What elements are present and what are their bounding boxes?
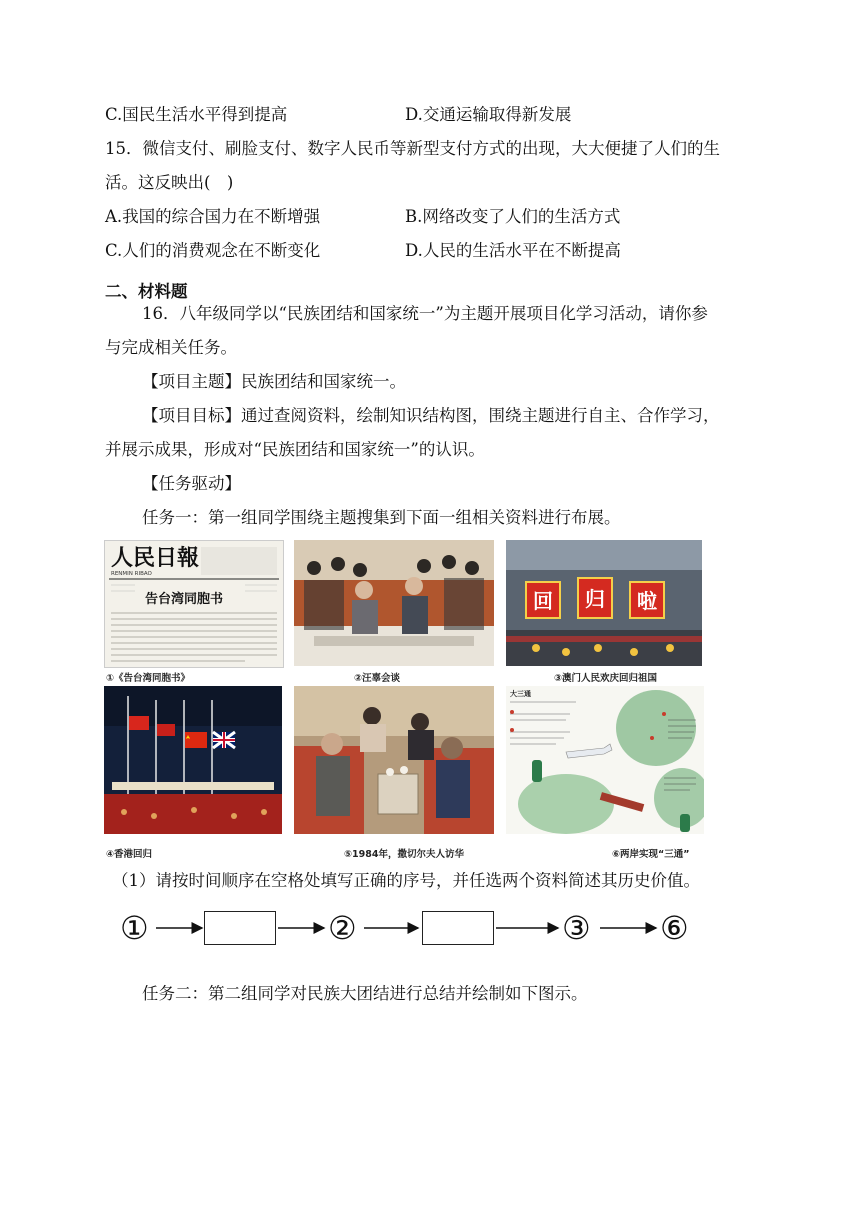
newspaper-illustration: [105, 541, 283, 667]
q16-task1: 任务一：第一组同学围绕主题搜集到下面一组相关资料进行布展。: [142, 508, 621, 527]
caption-3: ③澳门人民欢庆回归祖国: [554, 673, 658, 684]
newspaper-masthead: 人民日報: [111, 545, 200, 571]
caption-4: ④香港回归: [106, 849, 153, 860]
caption-1: ①《告台湾同胞书》: [106, 673, 191, 684]
flow-arrows: [120, 908, 710, 954]
q15-option-c: C.人们的消费观念在不断变化: [105, 241, 321, 260]
newspaper-headline: 告台湾同胞书: [145, 592, 224, 607]
material-gallery: [104, 540, 704, 860]
q16-sub1: （1）请按时间顺序在空格处填写正确的序号，并任选两个资料简述其历史价值。: [112, 871, 700, 890]
photo-newspaper: [104, 540, 284, 668]
q16-task-drive: 【任务驱动】: [142, 474, 241, 493]
photo-three-links-map: [506, 686, 704, 834]
flow-node-3: ③: [562, 909, 591, 947]
timeline-flow: [120, 908, 710, 954]
banner-char-1: 回: [533, 589, 553, 613]
banner-char-2: 归: [585, 587, 605, 611]
q15-option-b: B.网络改变了人们的生活方式: [405, 207, 621, 226]
q14-option-d: D.交通运输取得新发展: [405, 105, 572, 124]
q16-intro-line1: 16．八年级同学以“民族团结和国家统一”为主题开展项目化学习活动，请你参: [142, 304, 708, 323]
flow-node-4: ⑥: [660, 909, 689, 947]
flow-node-1: ①: [120, 909, 149, 947]
q16-project-goal-line2: 并展示成果，形成对“民族团结和国家统一”的认识。: [105, 440, 485, 459]
photo-thatcher-visit: [294, 686, 494, 834]
map-title: 大三通: [510, 690, 531, 698]
q14-option-c: C.国民生活水平得到提高: [105, 105, 288, 124]
caption-5: ⑤1984年，撒切尔夫人访华: [344, 849, 464, 860]
section-title: 二、材料题: [105, 282, 188, 301]
q16-project-theme: 【项目主题】民族团结和国家统一。: [142, 372, 406, 391]
photo-macau-celebration: [506, 540, 702, 666]
q15-stem-line1: 15．微信支付、刷脸支付、数字人民币等新型支付方式的出现，大大便捷了人们的生: [105, 139, 720, 158]
caption-6: ⑥两岸实现“三通”: [612, 849, 690, 860]
flow-node-2: ②: [328, 909, 357, 947]
q15-option-d: D.人民的生活水平在不断提高: [405, 241, 621, 260]
photo-wang-koo-talks: [294, 540, 494, 666]
newspaper-pinyin: RENMIN RIBAO: [111, 571, 152, 577]
q16-intro-line2: 与完成相关任务。: [105, 338, 237, 357]
q15-stem-line2: 活。这反映出( ): [105, 173, 234, 192]
q16-task2: 任务二：第二组同学对民族大团结进行总结并绘制如下图示。: [142, 984, 588, 1003]
banner-char-3: 啦: [637, 589, 657, 613]
q16-project-goal-line1: 【项目目标】通过查阅资料，绘制知识结构图，围绕主题进行自主、合作学习，: [142, 406, 720, 425]
q15-option-a: A.我国的综合国力在不断增强: [105, 207, 321, 226]
caption-2: ②汪辜会谈: [354, 673, 401, 684]
photo-hong-kong-handover: [104, 686, 282, 834]
